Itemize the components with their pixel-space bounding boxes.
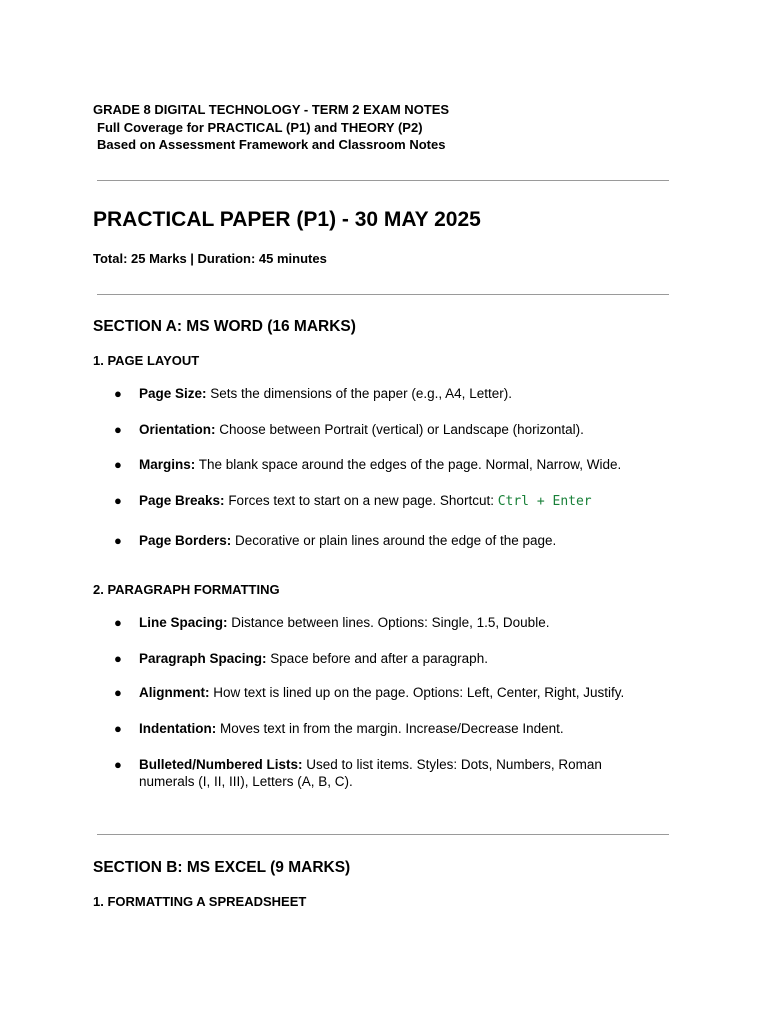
list-item bbox=[139, 650, 659, 667]
bullet-icon: ● bbox=[114, 721, 122, 736]
list-item-term: Orientation: bbox=[139, 422, 216, 437]
list-item bbox=[139, 456, 659, 473]
list-item-term: Page Borders: bbox=[139, 533, 232, 548]
paragraph-formatting-heading: 2. PARAGRAPH FORMATTING bbox=[93, 582, 280, 597]
bullet-icon: ● bbox=[114, 493, 122, 508]
list-item-term: Paragraph Spacing: bbox=[139, 651, 267, 666]
practical-title: PRACTICAL PAPER (P1) - 30 MAY 2025 bbox=[93, 208, 481, 231]
shortcut-code: Ctrl + Enter bbox=[497, 494, 592, 509]
bullet-icon: ● bbox=[114, 757, 122, 772]
list-item bbox=[139, 720, 659, 737]
list-item-term: Margins: bbox=[139, 457, 196, 472]
bullet-icon: ● bbox=[114, 685, 122, 700]
section-b-title: SECTION B: MS EXCEL (9 MARKS) bbox=[93, 859, 351, 876]
doc-header-line3: Based on Assessment Framework and Classroom Notes bbox=[97, 137, 446, 152]
list-item-text: How text is lined up on the page. Options: Left, Center, Right, Justify. bbox=[209, 685, 625, 700]
bullet-icon: ● bbox=[114, 422, 122, 437]
list-item-text: Space before and after a paragraph. bbox=[266, 651, 488, 666]
bullet-icon: ● bbox=[114, 615, 122, 630]
divider bbox=[97, 834, 669, 835]
list-item-text: Distance between lines. Options: Single, 1.5, Double. bbox=[227, 615, 550, 630]
doc-header-line2: Full Coverage for PRACTICAL (P1) and THEORY (P2) bbox=[97, 120, 423, 135]
list-item-term: Alignment: bbox=[139, 685, 210, 700]
list-item bbox=[139, 614, 659, 631]
divider bbox=[97, 294, 669, 295]
list-item-text: Sets the dimensions of the paper (e.g., A4, Letter). bbox=[206, 386, 512, 401]
list-item bbox=[139, 492, 659, 510]
list-item-term: Bulleted/Numbered Lists: bbox=[139, 757, 303, 772]
list-item bbox=[139, 684, 659, 701]
list-item bbox=[139, 532, 659, 549]
list-item-term: Page Size: bbox=[139, 386, 207, 401]
list-item-text: The blank space around the edges of the page. Normal, Narrow, Wide. bbox=[195, 457, 622, 472]
divider bbox=[97, 180, 669, 181]
formatting-spreadsheet-heading: 1. FORMATTING A SPREADSHEET bbox=[93, 894, 307, 909]
bullet-icon: ● bbox=[114, 457, 122, 472]
list-item bbox=[139, 421, 659, 438]
list-item-text: Decorative or plain lines around the edge of the page. bbox=[231, 533, 557, 548]
list-item-term: Page Breaks: bbox=[139, 493, 225, 508]
bullet-icon: ● bbox=[114, 533, 122, 548]
practical-meta: Total: 25 Marks | Duration: 45 minutes bbox=[93, 251, 327, 266]
list-item-text: Choose between Portrait (vertical) or Landscape (horizontal). bbox=[215, 422, 584, 437]
bullet-icon: ● bbox=[114, 386, 122, 401]
bullet-icon: ● bbox=[114, 651, 122, 666]
list-item-text: Moves text in from the margin. Increase/Decrease Indent. bbox=[216, 721, 564, 736]
list-item bbox=[139, 385, 659, 402]
list-item-text: Used to list items. Styles: Dots, Numbers, Roman numerals (I, II, III), Letters (A, B, C). bbox=[139, 757, 602, 789]
section-a-title: SECTION A: MS WORD (16 MARKS) bbox=[93, 318, 356, 335]
page-layout-heading: 1. PAGE LAYOUT bbox=[93, 353, 200, 368]
doc-header-line1: GRADE 8 DIGITAL TECHNOLOGY - TERM 2 EXAM NOTES bbox=[93, 102, 450, 117]
list-item bbox=[139, 756, 639, 790]
list-item-text: Forces text to start on a new page. Shortcut: bbox=[224, 493, 498, 508]
list-item-term: Indentation: bbox=[139, 721, 217, 736]
list-item-term: Line Spacing: bbox=[139, 615, 228, 630]
